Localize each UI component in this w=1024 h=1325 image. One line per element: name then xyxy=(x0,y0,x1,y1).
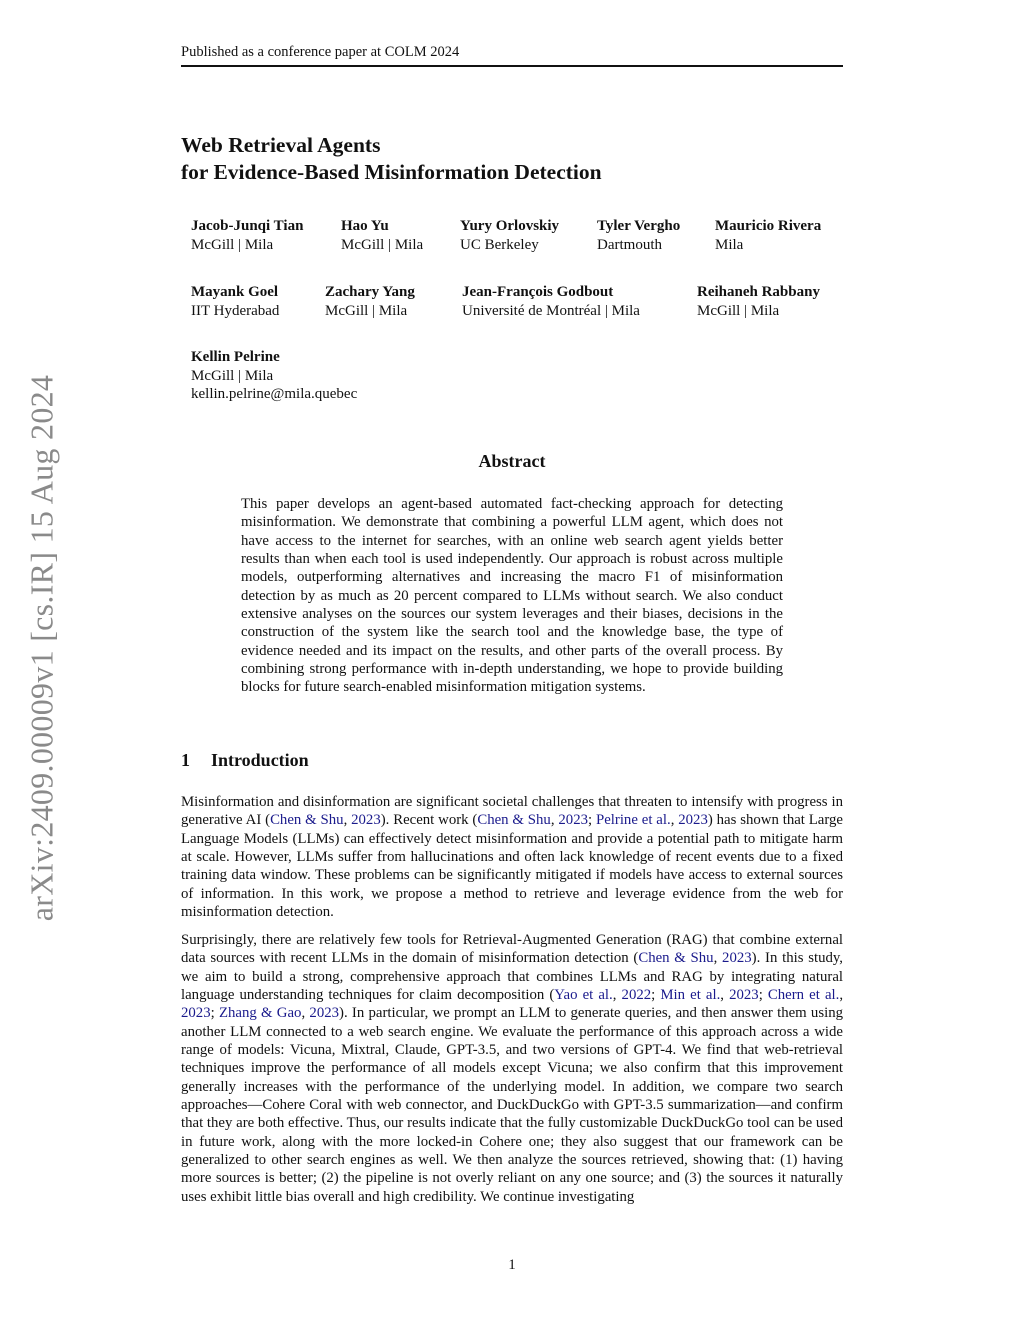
paragraph-text: , xyxy=(839,987,844,1004)
citation-link[interactable]: 2023 xyxy=(678,812,708,829)
author xyxy=(697,283,820,320)
citation-link[interactable]: Chen & Shu xyxy=(477,812,551,829)
paragraph-text: ; xyxy=(210,1005,219,1022)
author xyxy=(191,348,357,404)
paragraph-text: ) has shown that Large Language Models (LLMs) can effectively detect misinformation and provide a potential path to mitigate harm at scale. However, LLMs suffer from hallucinations and often lack knowledge of recent events due to a fixed training data window. These problems can be significantly mitigated if models have access to external sources of information. In this work, we propose a method to retrieve and leverage evidence from the web for misinformation detection. xyxy=(181,812,843,921)
citation-link[interactable]: 2023 xyxy=(722,950,752,967)
author-affiliation: McGill | Mila xyxy=(191,236,274,253)
paragraph-text: ). In particular, we prompt an LLM to generate queries, and then answer them using another LLM connected to a web search engine. We evaluate the performance of this approach across a wide range of models: Vicuna, Mixtral, Claude, GPT-3.5, and two versions of GPT-4. We find that web-retrieval techniques improve the performance of all models except Vicuna; we also confirm that this improvement generally increases with the performance of the underlying model. In addition, we compare two search approaches—Cohere Coral with web connector, and DuckDuckGo with GPT-3.5 summarization—and confirm that they are both effective. Thus, our results indicate that the fully customizable DuckDuckGo tool can be used in future work, along with the more locked-in Cohere one; they also suggest that our framework can be generalized to other search engines as well. We then analyze the sources retrieved, showing that: (1) having more sources is better; (2) the pipeline is not overly reliant on any one source; and (3) the sources it naturally uses exhibit little bias overall and high credibility. We continue investigating xyxy=(181,1005,843,1205)
running-head: Published as a conference paper at COLM 2024 xyxy=(181,44,460,60)
citation-link[interactable]: Zhang & Gao xyxy=(218,1005,302,1022)
citation-link[interactable]: Min et al. xyxy=(660,987,721,1004)
paragraph-text: , xyxy=(550,812,559,829)
author xyxy=(715,217,821,254)
page-number: 1 xyxy=(508,1257,516,1273)
author-affiliation: Mila xyxy=(715,236,744,253)
paragraph-text: , xyxy=(343,812,352,829)
author-affiliation: McGill | Mila xyxy=(191,367,274,384)
paragraph-text: ; xyxy=(651,987,661,1004)
abstract-heading: Abstract xyxy=(478,451,546,471)
author-affiliation: Université de Montréal | Mila xyxy=(462,302,640,319)
author-affiliation: UC Berkeley xyxy=(460,236,539,253)
citation-link[interactable]: Chen & Shu xyxy=(638,950,714,967)
author xyxy=(460,217,559,254)
author-affiliation: McGill | Mila xyxy=(325,302,408,319)
title-line: for Evidence-Based Misinformation Detection xyxy=(181,159,602,184)
paragraph-text: ). In this study, we aim to build a strong, comprehensive approach that combines LLMs and RAG by integrating natural language understanding techniques for claim decomposition ( xyxy=(181,950,844,1004)
author-name: Jean-François Godbout xyxy=(462,284,614,300)
paragraph-text: ; xyxy=(758,987,768,1004)
intro-paragraph xyxy=(181,931,843,1206)
author xyxy=(341,217,423,254)
citation-link[interactable]: Yao et al. xyxy=(554,987,613,1004)
section-number: 1 xyxy=(181,750,190,770)
paragraph-text: Misinformation and disinformation are significant societal challenges that threaten to intensify with progress in generative AI ( xyxy=(181,794,843,829)
paragraph-text: , xyxy=(612,987,622,1004)
paragraph-text: ). Recent work ( xyxy=(380,812,478,829)
abstract-text: This paper develops an agent-based automated fact-checking approach for detecting misinformation. We demonstrate that combining a powerful LLM agent, which does not have access to the internet for searches, with an online web search agent yields better results than when each tool is used independently. Our approach is robust across multiple models, outperforming alternatives and increasing the macro F1 of misinformation detection by as much as 20 percent compared to LLMs without search. We also conduct extensive analyses on the sources our system leverages and their biases, decisions in the construction of the system like the search tool and the knowledge base, the type of evidence needed and its impact on the results, and other parts of the overall process. By combining strong performance with in-depth understanding, we hope to provide building blocks for future search-enabled misinformation mitigation systems. xyxy=(241,496,783,696)
citation-link[interactable]: 2023 xyxy=(729,987,759,1004)
citation-link[interactable]: Chern et al. xyxy=(767,987,840,1004)
author xyxy=(462,283,640,320)
citation-link[interactable]: 2022 xyxy=(621,987,652,1004)
author-name: Zachary Yang xyxy=(325,284,415,300)
paragraph-text: , xyxy=(720,987,730,1004)
citation-link[interactable]: 2023 xyxy=(558,812,588,829)
section-heading-introduction xyxy=(181,750,309,771)
author xyxy=(325,283,415,320)
paragraph-text: ; xyxy=(588,812,596,829)
citation-link[interactable]: Pelrine et al. xyxy=(595,812,671,829)
intro-paragraph xyxy=(181,793,843,921)
author-affiliation: IIT Hyderabad xyxy=(191,302,280,319)
paragraph-text: Surprisingly, there are relatively few tools for Retrieval-Augmented Generation (RAG) that combine external data sources with recent LLMs in the domain of misinformation detection ( xyxy=(181,932,843,967)
section-title: Introduction xyxy=(211,750,309,770)
author xyxy=(597,217,680,254)
author xyxy=(191,283,279,320)
author-name: Hao Yu xyxy=(341,218,389,234)
citation-link[interactable]: 2023 xyxy=(181,1005,211,1022)
author-affiliation: McGill | Mila xyxy=(697,302,780,319)
citation-link[interactable]: 2023 xyxy=(309,1005,340,1022)
author-name: Kellin Pelrine xyxy=(191,349,280,365)
paragraph-text: , xyxy=(713,950,723,967)
author-name: Reihaneh Rabbany xyxy=(697,284,820,300)
author-name: Yury Orlovskiy xyxy=(460,218,560,234)
paragraph-text: , xyxy=(670,812,679,829)
author-affiliation: McGill | Mila xyxy=(341,236,424,253)
author-email[interactable]: kellin.pelrine@mila.quebec xyxy=(191,386,358,402)
author-name: Mauricio Rivera xyxy=(715,218,822,234)
author xyxy=(191,217,303,254)
author-affiliation: Dartmouth xyxy=(597,236,662,253)
citation-link[interactable]: 2023 xyxy=(351,812,381,829)
citation-link[interactable]: Chen & Shu xyxy=(270,812,344,829)
header-rule xyxy=(181,65,843,67)
arxiv-identifier: arXiv:2409.00009v1 [cs.IR] 15 Aug 2024 xyxy=(23,374,60,922)
title-line: Web Retrieval Agents xyxy=(181,133,381,157)
author-name: Tyler Vergho xyxy=(597,218,681,234)
paragraph-text: , xyxy=(301,1005,310,1022)
author-name: Mayank Goel xyxy=(191,284,279,300)
author-name: Jacob-Junqi Tian xyxy=(191,218,304,234)
paper-title xyxy=(181,132,602,185)
